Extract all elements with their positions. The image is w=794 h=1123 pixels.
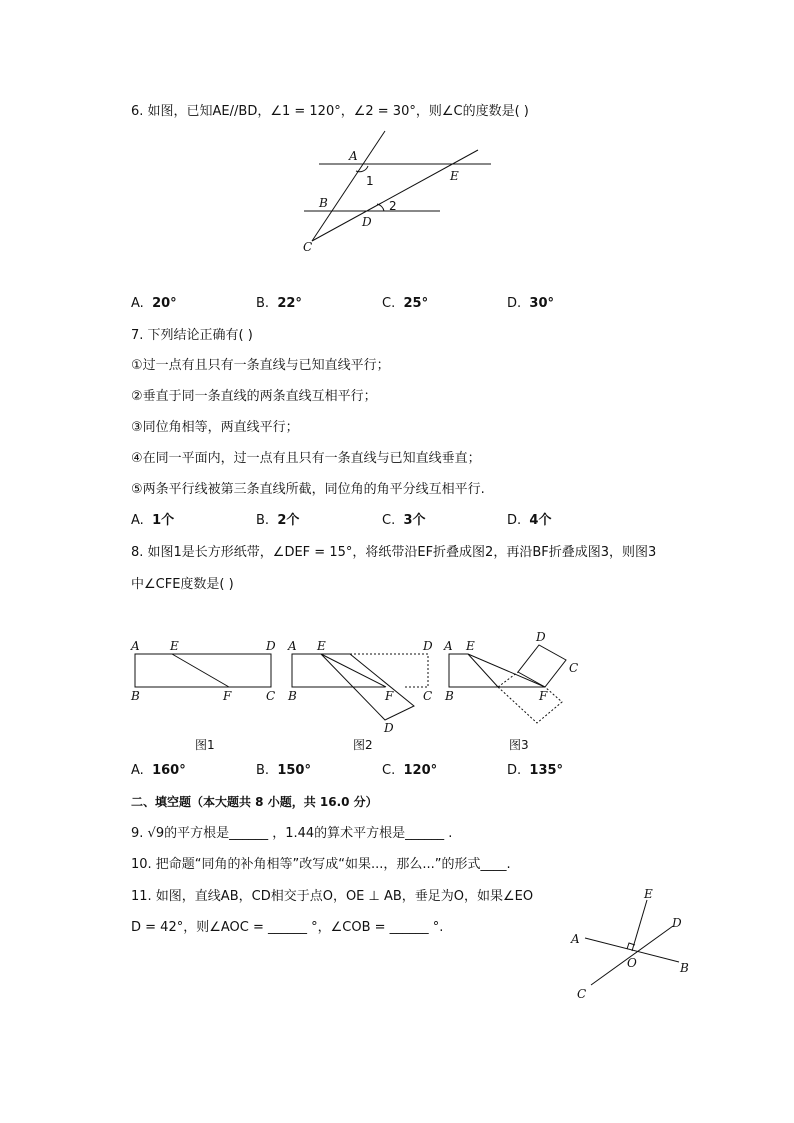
- q6-label-a: A: [349, 149, 358, 163]
- q6-label-e: E: [450, 169, 459, 183]
- q7-item-4: ④在同一平面内，过一点有且只有一条直线与已知直线垂直；: [131, 451, 481, 466]
- q11-label-o: O: [627, 956, 637, 970]
- q6-label-d: D: [362, 215, 372, 229]
- q10-stem: 10. 把命题“同角的补角相等”改写成“如果...，那么...”的形式____.: [131, 857, 511, 872]
- q8-f1-label-d: D: [266, 639, 276, 653]
- q8-f3-label-f: F: [539, 689, 548, 703]
- q8-caption-2: 图2: [353, 738, 373, 752]
- q7-stem: 7. 下列结论正确有( ): [131, 328, 253, 343]
- q6-option-a: A. 20°: [131, 296, 177, 311]
- q11-label-b: B: [680, 961, 689, 975]
- q9-stem: 9. √9的平方根是______ ，1.44的算术平方根是______ .: [131, 826, 453, 841]
- q11-label-c: C: [577, 987, 587, 1001]
- q8-f1-label-a: A: [131, 639, 140, 653]
- q8-option-a: A. 160°: [131, 763, 186, 778]
- q8-caption-1: 图1: [195, 738, 215, 752]
- q7-option-a: A. 1个: [131, 513, 175, 528]
- q8-option-b: B. 150°: [256, 763, 311, 778]
- q8-f1-label-b: B: [131, 689, 140, 703]
- q7-option-d: D. 4个: [507, 513, 552, 528]
- q8-f3-label-e: E: [466, 639, 475, 653]
- q7-option-c: C. 3个: [382, 513, 426, 528]
- q8-f1-label-c: C: [266, 689, 276, 703]
- q8-option-d: D. 135°: [507, 763, 564, 778]
- q7-item-3: ③同位角相等，两直线平行；: [131, 420, 299, 435]
- q6-option-b: B. 22°: [256, 296, 302, 311]
- q6-option-c: C. 25°: [382, 296, 429, 311]
- q11-label-d: D: [672, 916, 682, 930]
- q8-f2-label-f: F: [385, 689, 394, 703]
- q8-stem-line1: 8. 如图1是长方形纸带，∠DEF = 15°，将纸带沿EF折叠成图2，再沿BF折叠成图3，则图3: [131, 545, 657, 560]
- q7-item-2: ②垂直于同一条直线的两条直线互相平行；: [131, 389, 377, 404]
- q7-item-1: ①过一点有且只有一条直线与已知直线平行；: [131, 358, 390, 373]
- q11-label-e: E: [644, 887, 653, 901]
- q8-f1-label-e: E: [170, 639, 179, 653]
- q6-label-c: C: [303, 240, 313, 254]
- q8-stem-line2: 中∠CFE度数是( ): [131, 577, 234, 592]
- q8-f3-label-b: B: [445, 689, 454, 703]
- q11-stem-line1: 11. 如图，直线AB，CD相交于点O，OE ⊥ AB，垂足为O，如果∠EO: [131, 889, 534, 904]
- q8-f2-label-d-top: D: [423, 639, 433, 653]
- q6-option-d: D. 30°: [507, 296, 555, 311]
- q8-caption-3: 图3: [509, 738, 529, 752]
- q11-stem-line2: D = 42°，则∠AOC = ______ °，∠COB = ______ °.: [131, 920, 444, 935]
- q8-f2-label-b: B: [288, 689, 297, 703]
- q8-f2-label-d-bottom: D: [384, 721, 394, 735]
- q8-f2-label-e: E: [317, 639, 326, 653]
- q6-stem: 6. 如图，已知AE//BD，∠1 = 120°，∠2 = 30°，则∠C的度数是( ): [131, 104, 529, 119]
- q7-item-5: ⑤两条平行线被第三条直线所截，同位角的角平分线互相平行.: [131, 482, 485, 497]
- section-heading: 二、填空题（本大题共 8 小题，共 16.0 分）: [131, 795, 378, 809]
- q11-label-a: A: [571, 932, 580, 946]
- q8-f2-label-a: A: [288, 639, 297, 653]
- q6-label-1: 1: [366, 174, 374, 188]
- q8-f2-label-c: C: [423, 689, 433, 703]
- q8-f3-label-c: C: [569, 661, 579, 675]
- q8-f3-label-a: A: [444, 639, 453, 653]
- q8-option-c: C. 120°: [382, 763, 438, 778]
- q6-label-b: B: [319, 196, 328, 210]
- q8-f1-label-f: F: [223, 689, 232, 703]
- q7-option-b: B. 2个: [256, 513, 300, 528]
- q6-label-2: 2: [389, 199, 397, 213]
- q8-f3-label-d: D: [536, 630, 546, 644]
